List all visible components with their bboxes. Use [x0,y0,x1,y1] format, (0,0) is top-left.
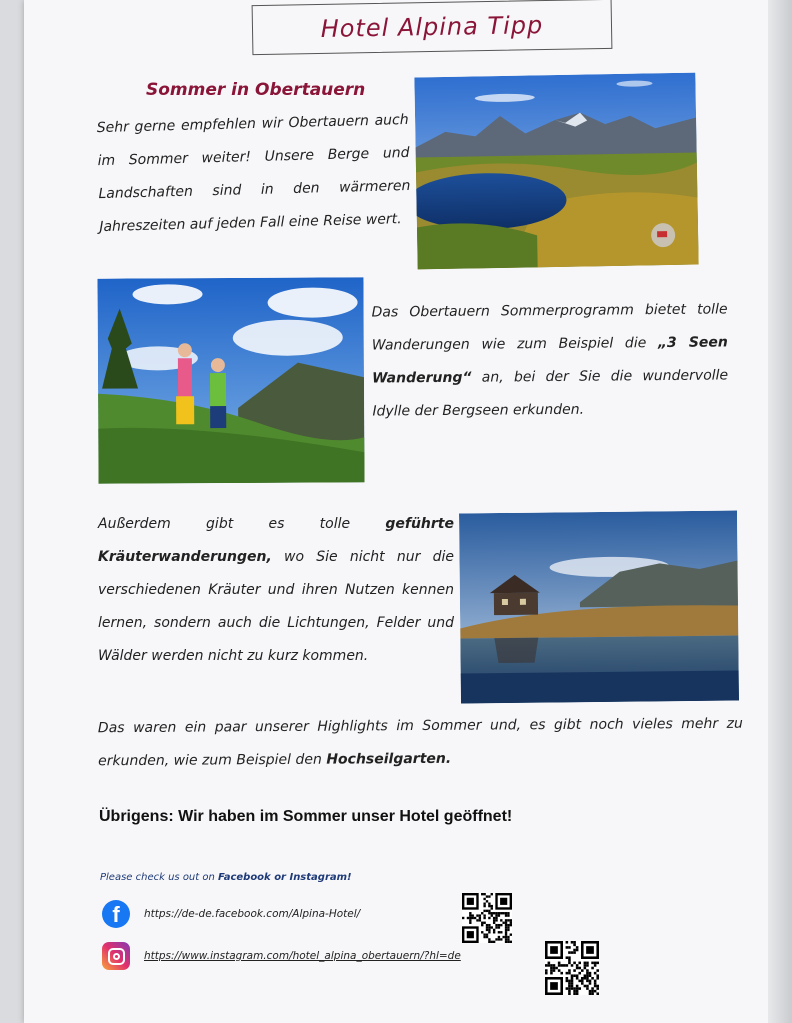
hiking-program-paragraph [371,293,728,428]
facebook-icon[interactable]: f [102,900,130,928]
instagram-link[interactable]: https://www.instagram.com/hotel_alpina_obertauern/?hl=de [144,950,461,962]
scan-edge [768,0,792,1023]
instagram-qr-code-icon [545,941,599,995]
facebook-row [102,900,360,928]
social-heading [100,872,352,883]
three-lakes-hike-name: „3 Seen Wanderung“ [372,334,728,387]
instagram-row [102,942,461,970]
mountain-hut-lake-photo [459,511,739,704]
highlights-paragraph [98,708,743,779]
mountain-lake-photo [414,73,698,270]
section-subtitle: Sommer in Obertauern [146,80,366,100]
social-heading-text: Please check us out on [100,872,219,883]
social-heading-platforms: Facebook or Instagram! [218,872,352,883]
intro-paragraph: Sehr gerne empfehlen wir Obertauern auch im Sommer weiter! Unsere Berge und Landschaften sind in den wärmeren Jahreszeiten auf jeden Fall eine Reise wert. [96,111,411,236]
hotel-open-note: Übrigens: Wir haben im Sommer unser Hotel geöffnet! [99,808,513,825]
facebook-link[interactable]: https://de-de.facebook.com/Alpina-Hotel/ [144,908,361,920]
herb-hike-name: geführte Kräuterwanderungen, [98,516,454,565]
highlights-text: Das waren ein paar unserer Highlights im Sommer und, es gibt noch vieles mehr zu erkunden, wie zum Beispiel den [97,715,743,770]
page-title: Hotel Alpina Tipp [252,0,613,55]
hiking-family-photo [97,277,364,483]
facebook-qr-code-icon [462,893,512,943]
herb-hike-paragraph [98,508,454,673]
instagram-icon[interactable] [102,942,130,970]
ropes-course-name: Hochseilgarten. [326,750,452,768]
herb-text-2: wo Sie nicht nur die verschiedenen Kräuter und ihren Nutzen kennen lernen, sondern auch die Lichtungen, Felder und Wälder werden nicht zu kurz kommen. [98,549,454,664]
hiking-text-1: Das Obertauern Sommerprogramm bietet tolle Wanderungen wie zum Beispiel die [371,301,728,354]
hiking-text-2: an, bei der Sie die wundervolle Idylle der Bergseen erkunden. [372,367,729,420]
herb-text-1: Außerdem gibt es tolle [98,516,386,532]
